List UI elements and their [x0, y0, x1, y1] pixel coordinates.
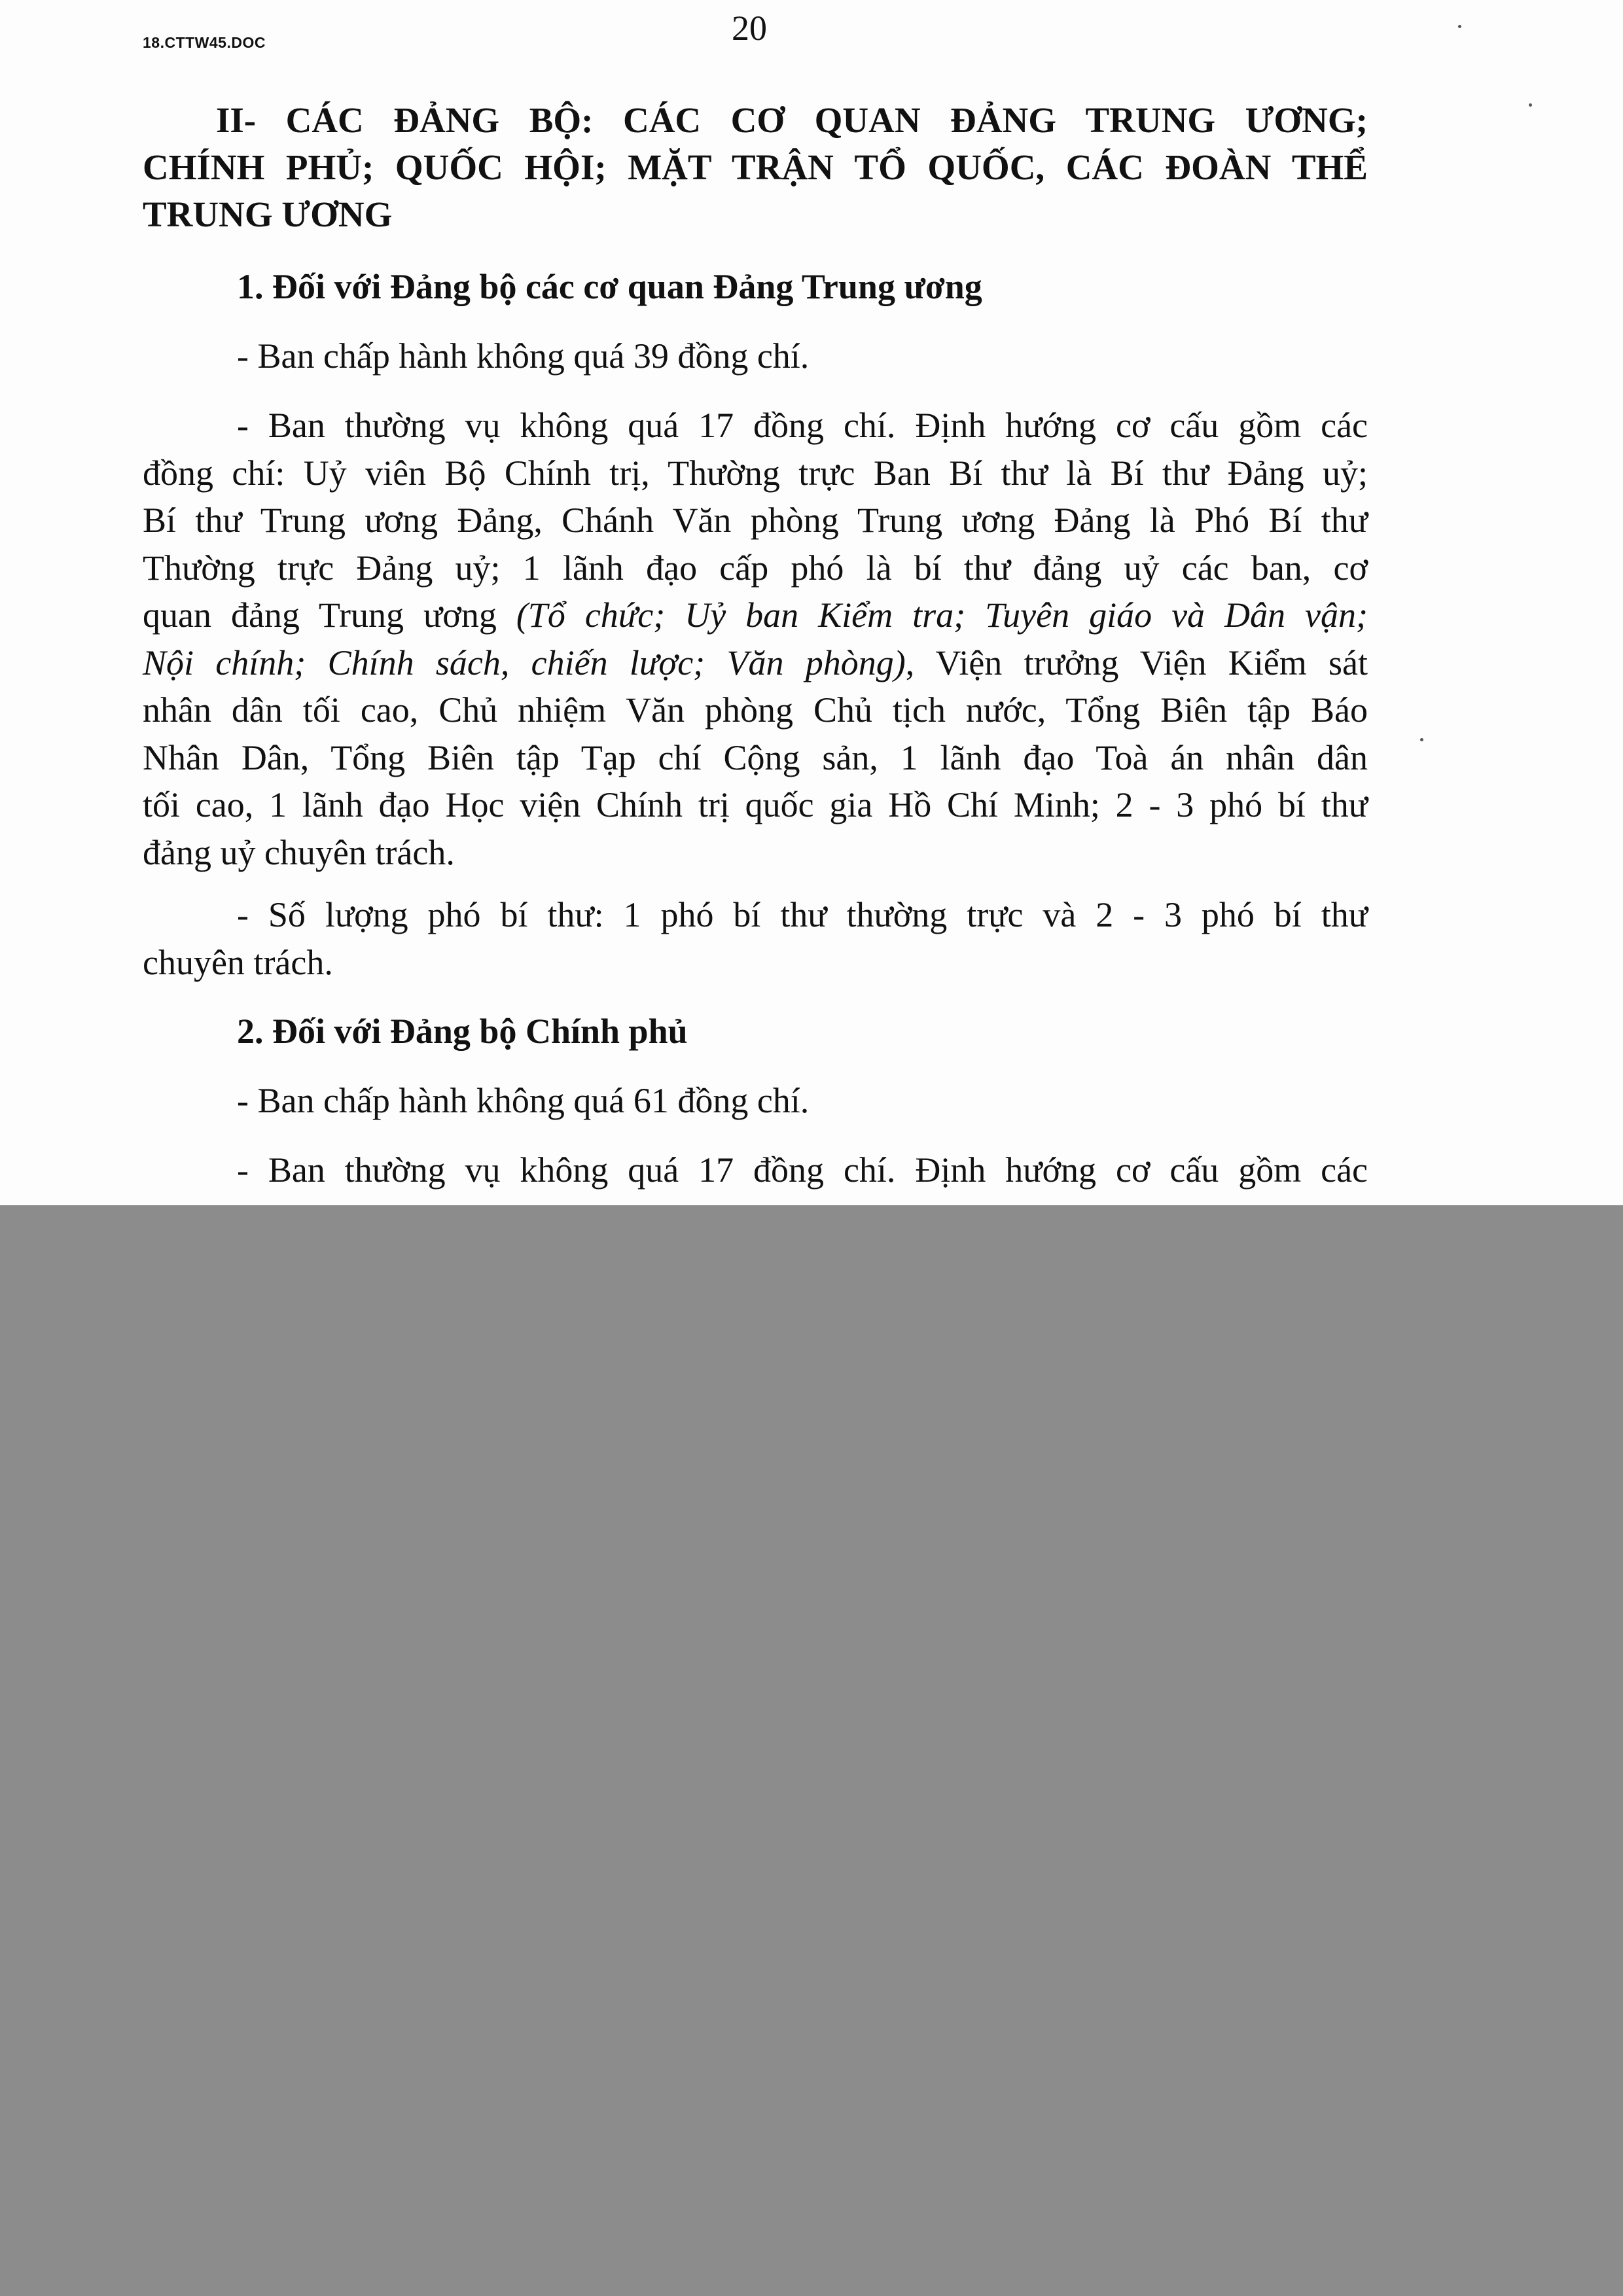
paragraph-line: Thường trực Đảng uỷ; 1 lãnh đạo cấp phó là bí thư đảng uỷ các ban, cơ: [143, 548, 1368, 588]
page-number: 20: [732, 9, 767, 48]
part2-item-standing-committee: [143, 1146, 1368, 1194]
paragraph-line: Bí thư Trung ương Đảng, Chánh Văn phòng Trung ương Đảng là Phó Bí thư: [143, 501, 1368, 540]
scan-speck: [1420, 738, 1423, 741]
file-reference: 18.CTTW45.DOC: [143, 34, 266, 51]
scan-speck: [1458, 25, 1461, 28]
paragraph-line: đảng uỷ chuyên trách.: [143, 832, 455, 872]
paragraph-text: , Viện trưởng Viện Kiểm sát: [905, 643, 1368, 682]
part1-title: 1. Đối với Đảng bộ các cơ quan Đảng Trung ương: [237, 267, 982, 306]
paragraph-text: quan đảng Trung ương: [143, 595, 516, 635]
part1-item-standing-committee: [143, 402, 1368, 876]
paragraph-line: tối cao, 1 lãnh đạo Học viện Chính trị quốc gia Hồ Chí Minh; 2 - 3 phó bí thư: [143, 785, 1368, 824]
paragraph-line: - Ban thường vụ không quá 17 đồng chí. Định hướng cơ cấu gồm các: [237, 406, 1368, 445]
paragraph-line: Nhân Dân, Tổng Biên tập Tạp chí Cộng sản, 1 lãnh đạo Toà án nhân dân: [143, 737, 1368, 777]
part1-item-executive-committee: - Ban chấp hành không quá 39 đồng chí.: [237, 336, 810, 376]
paragraph-line: nhân dân tối cao, Chủ nhiệm Văn phòng Chủ tịch nước, Tổng Biên tập Báo: [143, 690, 1368, 730]
italic-text: Nội chính; Chính sách, chiến lược; Văn phòng): [143, 643, 906, 682]
italic-text: (Tổ chức; Uỷ ban Kiểm tra; Tuyên giáo và Dân vận;: [516, 595, 1368, 635]
paragraph-line: - Số lượng phó bí thư: 1 phó bí thư thường trực và 2 - 3 phó bí thư: [237, 895, 1368, 934]
paragraph-line: - Ban thường vụ không quá 17 đồng chí. Định hướng cơ cấu gồm các: [237, 1150, 1368, 1190]
part2-item-executive-committee: - Ban chấp hành không quá 61 đồng chí.: [237, 1081, 810, 1120]
paragraph-line: đồng chí: Uỷ viên Bộ Chính trị, Thường trực Ban Bí thư là Bí thư Đảng uỷ;: [143, 453, 1368, 493]
paragraph-line: [143, 639, 1368, 687]
section-heading-line: TRUNG ƯƠNG: [143, 194, 393, 234]
redacted-area: [0, 1205, 1623, 2296]
part2-title: 2. Đối với Đảng bộ Chính phủ: [237, 1012, 688, 1051]
section-heading-line: CHÍNH PHỦ; QUỐC HỘI; MẶT TRẬN TỔ QUỐC, CÁC ĐOÀN THỂ: [143, 147, 1368, 187]
scan-speck: [1529, 103, 1532, 107]
part1-item-deputy-secretaries: [143, 891, 1368, 986]
section-heading: [143, 97, 1368, 238]
paragraph-line: [143, 592, 1368, 639]
paragraph-line: chuyên trách.: [143, 942, 333, 982]
section-heading-line: II- CÁC ĐẢNG BỘ: CÁC CƠ QUAN ĐẢNG TRUNG ƯƠNG;: [216, 100, 1368, 140]
